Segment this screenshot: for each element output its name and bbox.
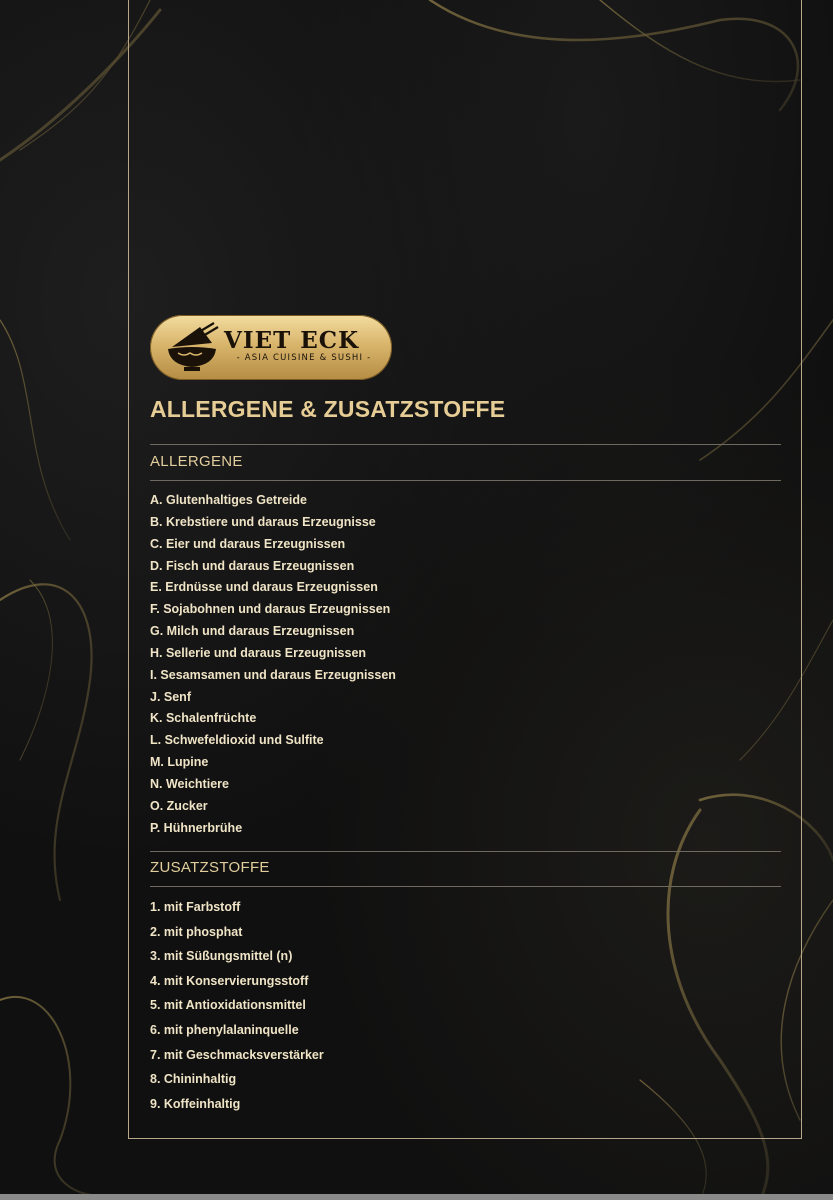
allergen-item: A. Glutenhaltiges Getreide [150,493,307,507]
allergen-item: J. Senf [150,689,191,704]
allergen-item: D. Fisch und daraus Erzeugnissen [150,558,355,573]
allergen-item: L. Schwefeldioxid und Sulfite [150,733,324,748]
allergen-item: H. Sellerie und daraus Erzeugnissen [150,645,367,660]
allergen-item: M. Lupine [150,755,209,770]
bottom-edge [0,1194,833,1200]
additive-item: 6. mit phenylalaninquelle [150,1022,299,1037]
divider [150,886,781,887]
allergens-heading: ALLERGENE [150,453,243,470]
allergen-item: K. Schalenfrüchte [150,711,257,726]
additive-item: 8. Chininhaltig [150,1072,237,1087]
brand-logo [150,315,392,380]
brand-name: VIET ECK [224,327,360,354]
additive-item: 1. mit Farbstoff [150,900,241,914]
additive-item: 5. mit Antioxidationsmittel [150,998,306,1013]
allergen-item: N. Weichtiere [150,776,229,791]
additive-item: 4. mit Konservierungsstoff [150,973,309,988]
additives-heading: ZUSATZSTOFFE [150,859,270,876]
allergen-item: C. Eier und daraus Erzeugnissen [150,536,346,551]
additive-item: 7. mit Geschmacksverstärker [150,1047,324,1062]
divider [150,851,781,852]
allergens-list [150,490,396,840]
additive-item: 3. mit Süßungsmittel (n) [150,949,293,964]
allergen-item: E. Erdnüsse und daraus Erzeugnissen [150,580,378,595]
additive-item: 9. Koffeinhaltig [150,1096,241,1111]
divider [150,480,781,481]
allergen-item: G. Milch und daraus Erzeugnissen [150,624,355,639]
allergen-item: B. Krebstiere und daraus Erzeugnisse [150,514,376,529]
brand-tagline: - ASIA CUISINE & SUSHI - [236,353,372,363]
additive-item: 2. mit phosphat [150,924,243,939]
allergen-item: I. Sesamsamen und daraus Erzeugnissen [150,667,396,682]
additives-list [150,895,324,1116]
page-title: ALLERGENE & ZUSATZSTOFFE [150,396,506,422]
allergen-item: F. Sojabohnen und daraus Erzeugnissen [150,602,391,617]
allergen-item: O. Zucker [150,798,208,813]
divider [150,444,781,445]
noodle-bowl-icon [164,321,220,373]
allergen-item: P. Hühnerbrühe [150,820,243,835]
